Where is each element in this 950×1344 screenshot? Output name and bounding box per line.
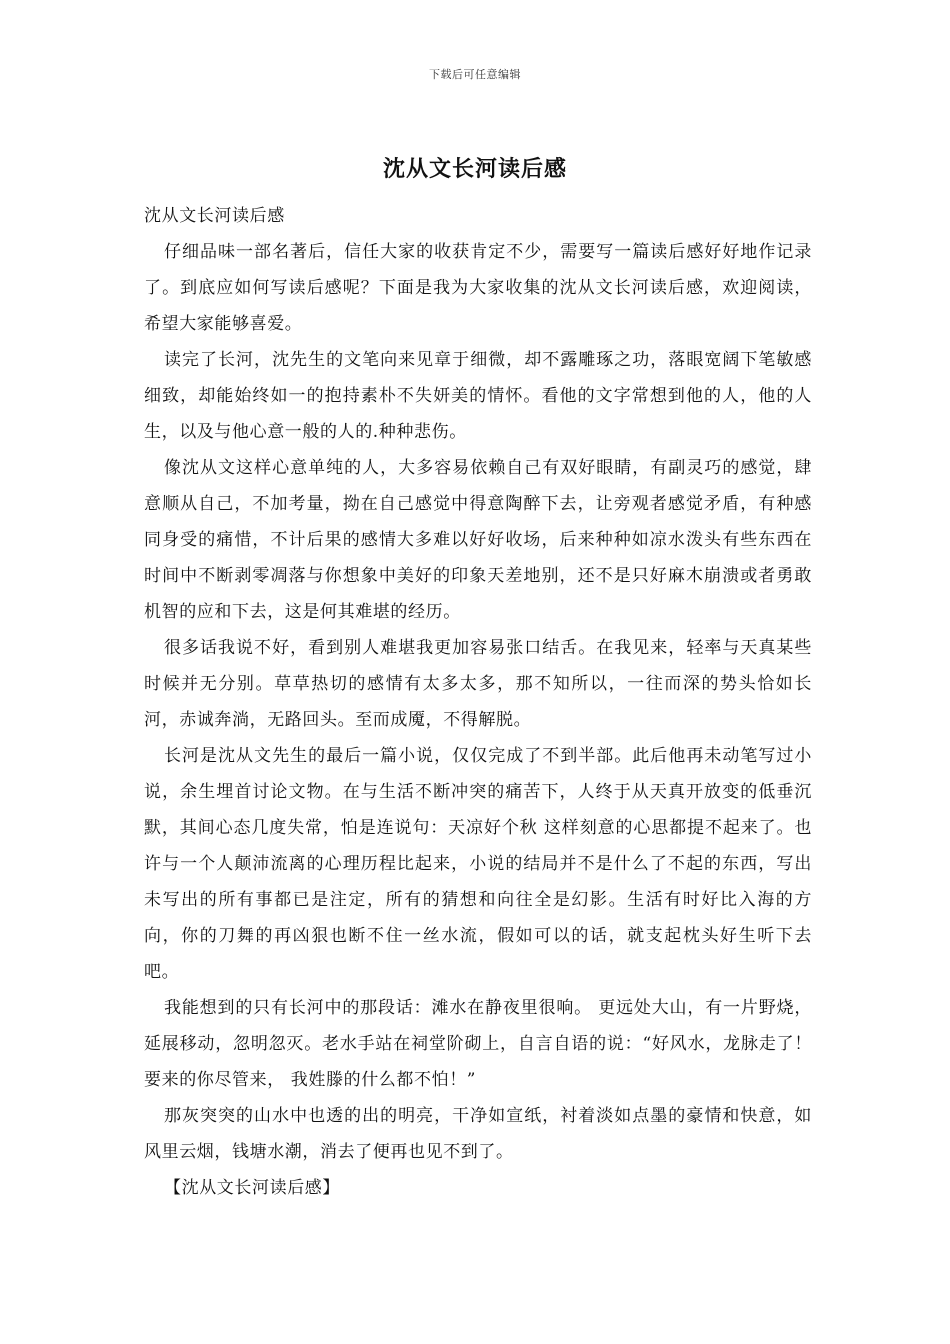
page-header: 下载后可任意编辑 (429, 68, 521, 81)
closing-title-line: 【沈从文长河读后感】 (164, 1178, 340, 1198)
paragraph-intro: 仔细品味一部名著后，信任大家的收获肯定不少，需要写一篇读后感好好地作记录了。到底应如何写读后感呢？下面是我为大家收集的沈从文长河读后感，欢迎阅读，希望大家能够喜爱。 (144, 242, 812, 334)
document-title: 沈从文长河读后感 (382, 156, 567, 182)
subtitle-line: 沈从文长河读后感 (144, 206, 285, 226)
paragraph-5: 长河是沈从文先生的最后一篇小说，仅仅完成了不到半部。此后他再未动笔写过小说，余生埋首讨论文物。在与生活不断冲突的痛苦下，人终于从天真开放变的低垂沉默，其间心态几度失常，怕是连说句：天凉好个秋 这样刻意的心思都提不起来了。也许与一个人颠沛流离的心理历程比起来，小说的结局并不是什么了不起的东西，写出未写出的所有事都已是注定，所有的猜想和向往全是幻影。生活有时好比入海的方向，你的刀舞的再凶狠也断不住一丝水流，假如可以的话，就支起枕头好生听下去吧。 (144, 746, 812, 982)
paragraph-3: 像沈从文这样心意单纯的人，大多容易依赖自己有双好眼睛，有副灵巧的感觉，肆意顺从自己，不加考量，拗在自己感觉中得意陶醉下去，让旁观者感觉矛盾，有种感同身受的痛惜，不计后果的感情大多难以好好收场，后来种种如凉水泼头有些东西在时间中不断剥零凋落与你想象中美好的印象天差地别，还不是只好麻木崩溃或者勇敢机智的应和下去，这是何其难堪的经历。 (144, 458, 812, 622)
document-body (144, 198, 812, 1206)
paragraph-2: 读完了长河，沈先生的文笔向来见章于细微，却不露雕琢之功，落眼宽阔下笔敏感细致，却能始终如一的抱持素朴不失妍美的情怀。看他的文字常想到他的人，他的人生，以及与他心意一般的人的.种种悲伤。 (144, 350, 812, 442)
paragraph-6: 我能想到的只有长河中的那段话：滩水在静夜里很响。 更远处大山，有一片野烧，延展移动，忽明忽灭。老水手站在祠堂阶砌上，自言自语的说：“好风水，龙脉走了！要来的你尽管来， 我姓滕的什么都不怕！” (144, 998, 812, 1090)
paragraph-7: 那灰突突的山水中也透的出的明亮，干净如宣纸，衬着淡如点墨的豪情和快意，如风里云烟，钱塘水潮，消去了便再也见不到了。 (144, 1106, 812, 1162)
paragraph-4: 很多话我说不好，看到别人难堪我更加容易张口结舌。在我见来，轻率与天真某些时候并无分别。草草热切的感情有太多太多，那不知所以，一往而深的势头恰如长河，赤诚奔淌，无路回头。至而成魇，不得解脱。 (144, 638, 812, 730)
